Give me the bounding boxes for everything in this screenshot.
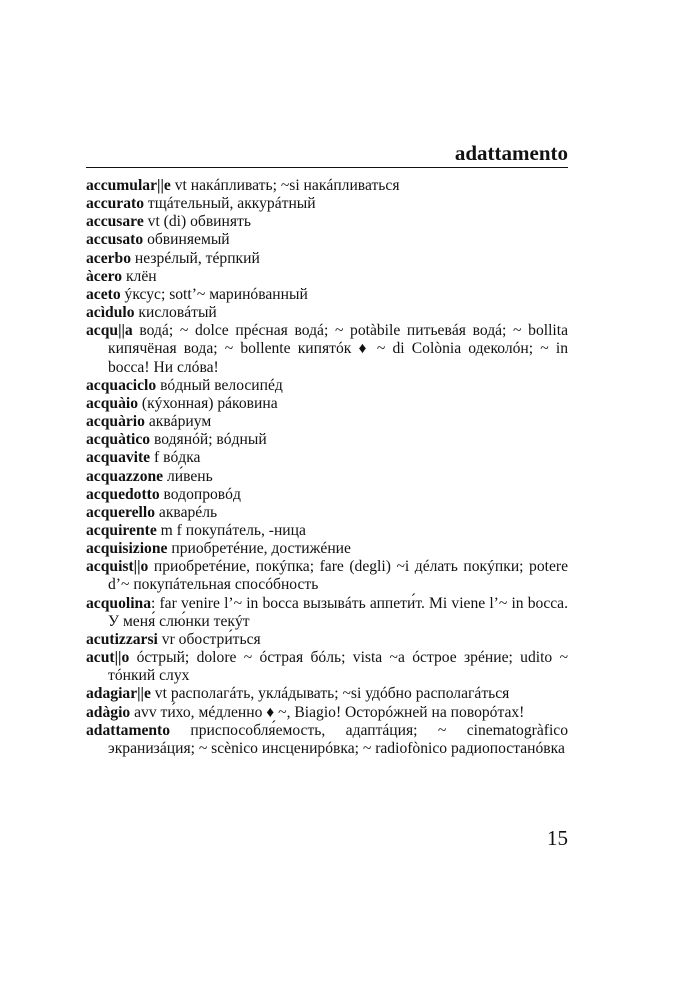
list-item — [86, 722, 568, 758]
list-item — [86, 449, 568, 467]
definition: приобретéние, покýпка; fare (degli) ~i дéлать покýпки; potere d’~ покупáтельная спосóбность — [108, 558, 568, 594]
headword: accurato — [86, 195, 145, 213]
definition: vt (di) обвинять — [143, 213, 251, 231]
headword: acquavite — [86, 449, 151, 467]
headword: acqu||a — [86, 322, 133, 340]
headword: acquist||o — [86, 558, 149, 576]
list-item — [86, 304, 568, 322]
list-item — [86, 231, 568, 249]
definition: ли́вень — [163, 467, 213, 485]
list-item — [86, 213, 568, 231]
headword: aceto — [86, 285, 121, 303]
list-item — [86, 558, 568, 594]
definition: avv ти́хо, мéдленно ♦ ~, Biagio! Осторóжней на поворóтах! — [130, 703, 525, 721]
list-item — [86, 468, 568, 486]
definition: m f покупáтель, -ница — [156, 521, 306, 539]
headword: acquirente — [86, 521, 157, 539]
definition: водянóй; вóдный — [150, 431, 267, 449]
list-item — [86, 286, 568, 304]
headword: acquàtico — [86, 431, 151, 449]
list-item — [86, 595, 568, 631]
headword: àcero — [86, 267, 123, 285]
list-item — [86, 322, 568, 376]
definition: водá; ~ dolce прéсная водá; ~ potàbile питьевáя водá; ~ bollita кипячёная вода; ~ bollente кипятóк ♦ ~ di Colònia одеколóн; ~ in bocca! Ни слóва! — [108, 322, 568, 376]
definition: незрéлый, тéрпкий — [131, 249, 260, 267]
definition: (кýхонная) рáковина — [138, 394, 278, 412]
headword: acquolina — [86, 594, 151, 612]
list-item — [86, 268, 568, 286]
definition: акварéль — [155, 503, 218, 521]
definition: приспособля́емость, адаптáция; ~ cinematogràfico экранизáция; ~ scènico инсценирóвка; ~ radiofònico радиопостанóвка — [108, 721, 568, 757]
headword: acquazzone — [86, 467, 164, 485]
list-item — [86, 177, 568, 195]
definition: клён — [122, 267, 157, 285]
list-item — [86, 504, 568, 522]
list-item — [86, 195, 568, 213]
running-head: adattamento — [454, 141, 568, 165]
headword: adagiar||e — [86, 685, 151, 703]
definition: вóдный велосипéд — [156, 376, 283, 394]
definition: vt располагáть, уклáдывать; ~si удóбно располагáться — [150, 685, 510, 703]
list-item — [86, 486, 568, 504]
header-rule — [86, 167, 568, 168]
headword: acerbo — [86, 249, 132, 267]
definition: водопровóд — [159, 485, 241, 503]
definition: vr обостри́ться — [157, 630, 261, 648]
headword: acquerello — [86, 503, 156, 521]
headword: acut||o — [86, 649, 130, 667]
definition: óстрый; dolore ~ óстрая бóль; vista ~a óстрое зрéние; udito ~ тóнкий слух — [108, 649, 568, 685]
list-item — [86, 649, 568, 685]
headword: acquàrio — [86, 413, 145, 431]
headword: acìdulo — [86, 304, 135, 322]
definition: : far venire l’~ in bocca вызывáть аппети́т. Mi viene l’~ in bocca. У меня́ слю́нки текýт — [108, 594, 568, 630]
list-item — [86, 431, 568, 449]
list-item — [86, 631, 568, 649]
headword: adattamento — [86, 721, 171, 739]
list-item — [86, 540, 568, 558]
list-item — [86, 685, 568, 703]
headword: acquàio — [86, 394, 138, 412]
dictionary-entries — [86, 177, 568, 758]
headword: acutizzarsi — [86, 630, 158, 648]
list-item — [86, 522, 568, 540]
headword: acquaciclo — [86, 376, 157, 394]
list-item — [86, 377, 568, 395]
headword: adàgio — [86, 703, 131, 721]
definition: кисловáтый — [134, 304, 217, 322]
definition: приобретéние, достижéние — [167, 540, 351, 558]
page-number: 15 — [547, 826, 568, 850]
headword: accusato — [86, 231, 144, 249]
headword: accusare — [86, 213, 144, 231]
list-item — [86, 704, 568, 722]
definition: обвиняемый — [143, 231, 230, 249]
headword: acquedotto — [86, 485, 160, 503]
list-item — [86, 250, 568, 268]
definition: f вóдка — [150, 449, 201, 467]
definition: ýксус; sott’~ маринóванный — [120, 285, 308, 303]
definition: vt накáпливать; ~si накáпливаться — [170, 177, 400, 194]
headword: accumular||e — [86, 177, 171, 194]
list-item — [86, 413, 568, 431]
definition: аквáриум — [144, 413, 212, 431]
list-item — [86, 395, 568, 413]
headword: acquisizione — [86, 540, 168, 558]
definition: тщáтельный, аккурáтный — [144, 195, 316, 213]
